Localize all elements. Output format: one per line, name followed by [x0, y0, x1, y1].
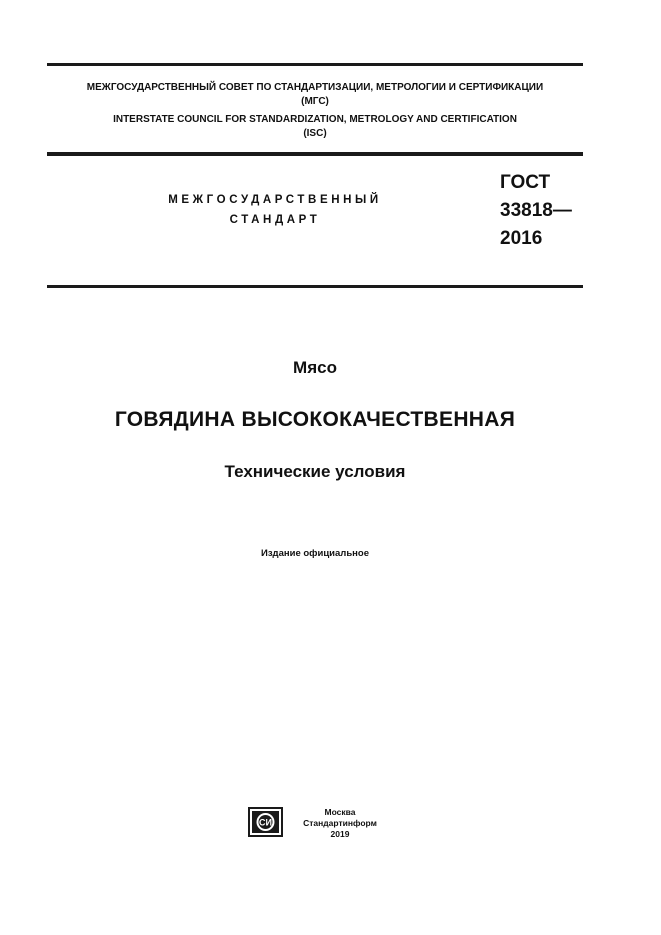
standartinform-logo-icon: [248, 807, 283, 837]
council-abbr-en: (ISC): [303, 128, 327, 139]
gost-year: 2016: [500, 228, 543, 249]
top-divider: [47, 63, 583, 66]
council-name-en: [47, 113, 583, 141]
bottom-divider: [47, 285, 583, 288]
middle-divider: [47, 152, 583, 156]
council-name-en-line1: INTERSTATE COUNCIL FOR STANDARDIZATION, METROLOGY AND CERTIFICATION: [113, 114, 517, 125]
gost-label: ГОСТ: [500, 172, 551, 193]
council-name-ru: [47, 81, 583, 109]
publication-year: 2019: [330, 829, 350, 839]
logo-lettering: СИ: [259, 817, 272, 828]
document-subtitle: Технические условия: [224, 462, 406, 481]
publisher-name: Стандартинформ: [303, 818, 377, 828]
document-subject: Мясо: [293, 358, 337, 377]
standard-type-line2: СТАНДАРТ: [229, 214, 321, 226]
gost-number: 33818—: [500, 200, 572, 221]
standard-type-line1: МЕЖГОСУДАРСТВЕННЫЙ: [168, 194, 382, 206]
publisher-city: Москва: [324, 807, 356, 817]
document-title: ГОВЯДИНА ВЫСОКОКАЧЕСТВЕННАЯ: [114, 408, 516, 431]
council-abbr-ru: (МГС): [301, 96, 329, 107]
council-name-ru-line1: МЕЖГОСУДАРСТВЕННЫЙ СОВЕТ ПО СТАНДАРТИЗАЦИИ, МЕТРОЛОГИИ И СЕРТИФИКАЦИИ: [86, 82, 544, 93]
edition-note: Издание официальное: [261, 548, 369, 559]
